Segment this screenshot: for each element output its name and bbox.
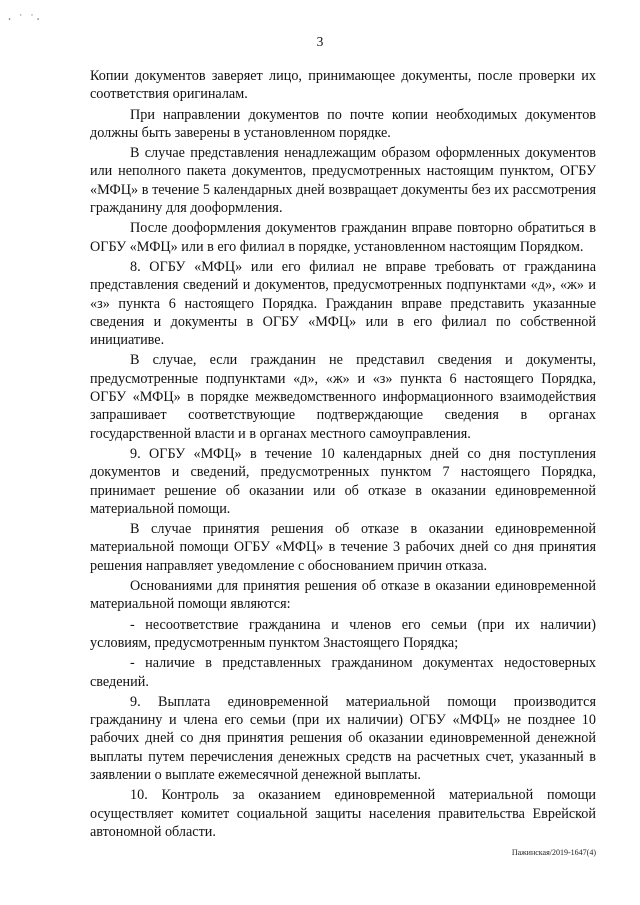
footer-doc-code: Пажинская/2019-1647(4) [511, 848, 596, 857]
paragraph-improper-documents: В случае представления ненадлежащим образом оформленных документов или неполного пакета документов, предусмотренных настоящим пунктом, ОГБУ «МФЦ» в течение 5 календарных дней возвращает документы без их рассмотрения гражданину для дооформления. [90, 145, 596, 217]
paragraph-item-9-decision: 9. ОГБУ «МФЦ» в течение 10 календарных дней со дня поступления документов и сведений, предусмотренных пунктом 7 настоящего Порядка, принимает решение об оказании или об отказе в оказании единовременной материальной помощи. [90, 445, 596, 517]
paragraph-item-8: 8. ОГБУ «МФЦ» или его филиал не вправе требовать от гражданина представления сведений и документов, предусмотренных подпунктами «д», «ж» и «з» пункта 6 настоящего Порядка. Гражданин вправе представить указанные сведения и документы в ОГБУ «МФЦ» или в его филиал по собственной инициативе. [90, 258, 596, 349]
paragraph-postal-submission: При направлении документов по почте копии необходимых документов должны быть заверены в установленном порядке. [90, 106, 596, 141]
list-item-nonconformity: - несоответствие гражданина и членов его семьи (при их наличии) условиям, предусмотренным пунктом 3настоящего Порядка; [90, 616, 596, 651]
paragraph-item-9-payment: 9. Выплата единовременной материальной помощи производится гражданину и члена его семьи (при их наличии) ОГБУ «МФЦ» не позднее 10 рабочих дней со дня принятия решения об оказании единовременной денежной выплаты путем перечисления денежных средств на расчетных счет, указанный в заявлении о выплате ежемесячной денежной выплаты. [90, 693, 596, 783]
paragraph-item-10-control: 10. Контроль за оказанием единовременной материальной помощи осуществляет комитет социальной защиты населения правительства Еврейской автономной области. [90, 787, 596, 840]
paragraph-resubmission: После дооформления документов гражданин вправе повторно обратиться в ОГБУ «МФЦ» или в его филиал в порядке, установленном настоящим Порядком. [90, 220, 596, 255]
list-item-false-information: - наличие в представленных гражданином документах недостоверных сведений. [90, 655, 596, 690]
page-number: 3 [316, 34, 324, 49]
paragraph-copies-certification: Копии документов заверяет лицо, принимающее документы, после проверки их соответствия оригиналам. [90, 68, 596, 103]
paragraph-refusal-notice: В случае принятия решения об отказе в оказании единовременной материальной помощи ОГБУ «МФЦ» в течение 3 рабочих дней со дня принятия решения направляет уведомление с обоснованием причин отказа. [90, 521, 596, 574]
document-body [90, 67, 596, 843]
scan-specks: ¸ · ·¸ [8, 10, 43, 20]
paragraph-interagency-request: В случае, если гражданин не представил сведения и документы, предусмотренные подпунктами «д», «ж» и «з» пункта 6 настоящего Порядка, ОГБУ «МФЦ» в порядке межведомственного информационного взаимодействия запрашивает соответствующие подтверждающие сведения в органах государственной власти и в органах местного самоуправления. [90, 352, 596, 442]
paragraph-refusal-grounds: Основаниями для принятия решения об отказе в оказании единовременной материальной помощи являются: [90, 578, 596, 613]
